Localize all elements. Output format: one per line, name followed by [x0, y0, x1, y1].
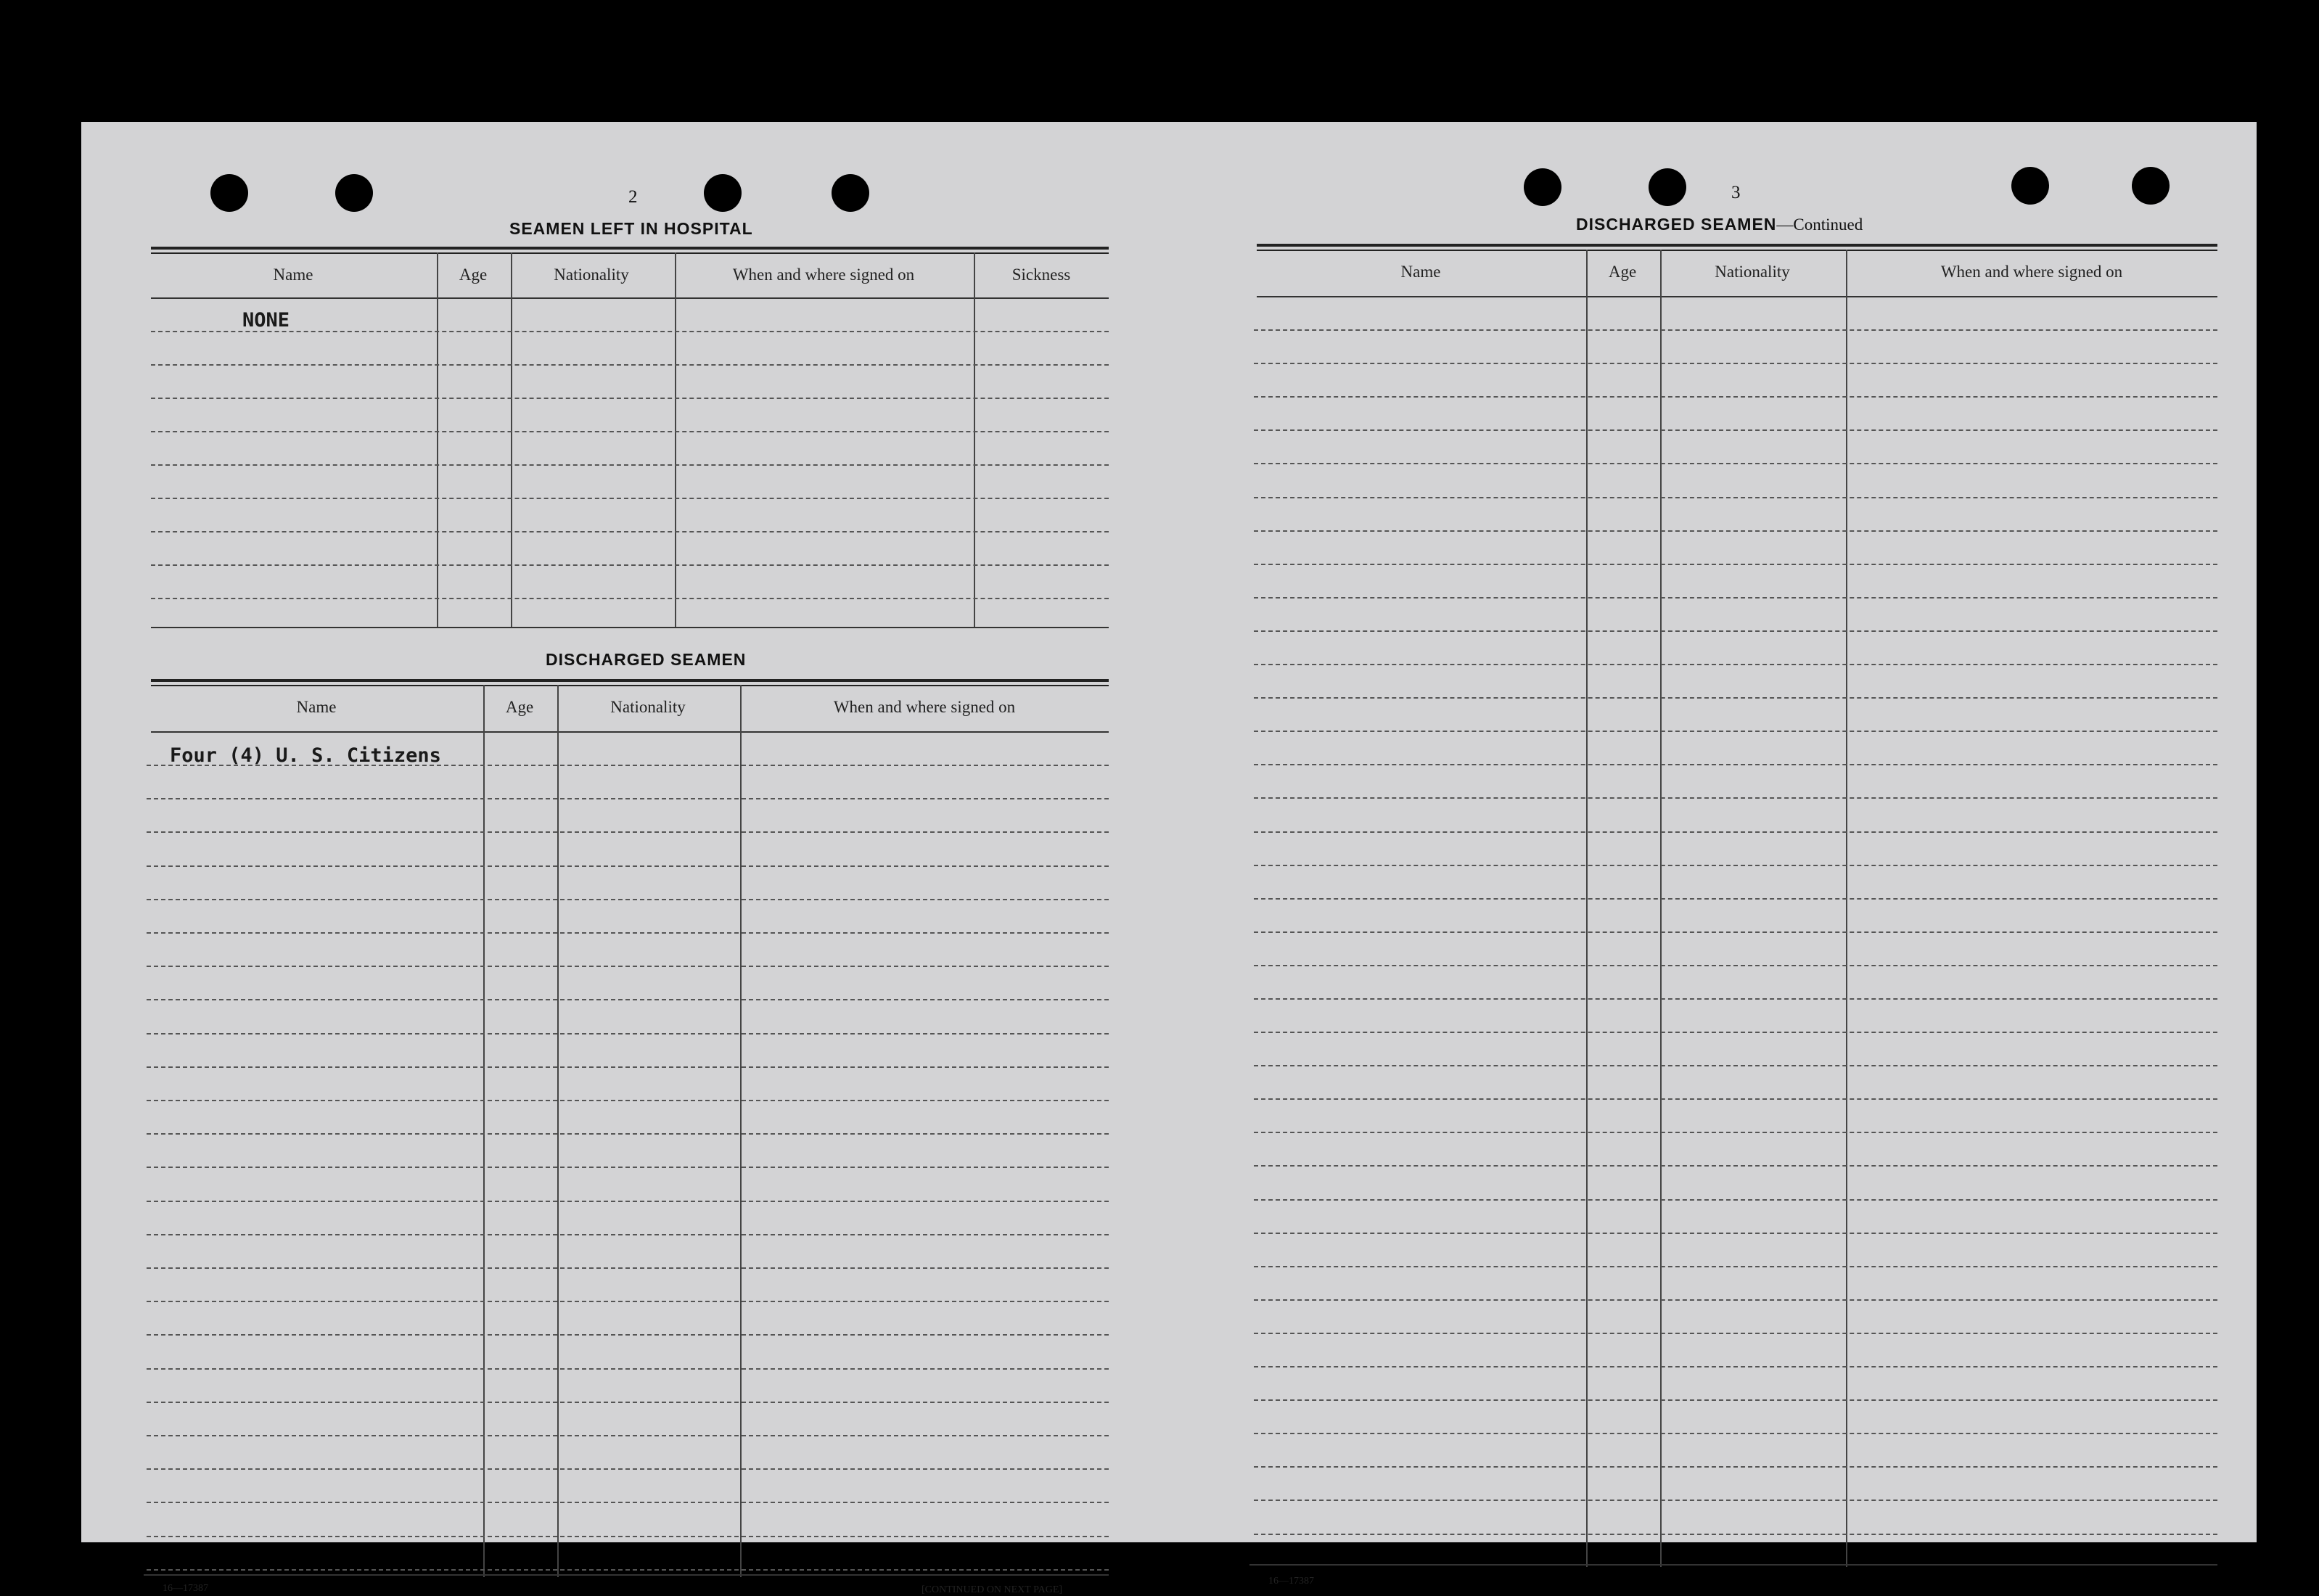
- hospital-col-age: Age: [459, 266, 488, 284]
- table-row: [1254, 530, 2217, 532]
- discharged-col-signed-on: When and where signed on: [833, 698, 1016, 716]
- table-row: [147, 1536, 1109, 1537]
- hospital-col-name: Name: [273, 266, 313, 284]
- discharged-col-age: Age: [505, 698, 534, 716]
- discharged-entry: Four (4) U. S. Citizens: [170, 744, 441, 767]
- table-row: [151, 464, 1109, 466]
- table-row: [1254, 1165, 2217, 1167]
- table-row: [147, 765, 1109, 766]
- table-row: [1254, 898, 2217, 900]
- left-page: [81, 122, 1170, 1595]
- table-row: [147, 1234, 1109, 1235]
- table-row: [147, 1100, 1109, 1101]
- table-row: [147, 1301, 1109, 1302]
- table-row: [1254, 1233, 2217, 1234]
- page-number: 3: [1731, 183, 1741, 202]
- table-row: [147, 1502, 1109, 1503]
- table-row: [151, 531, 1109, 532]
- table-row: [151, 498, 1109, 499]
- column-divider: [557, 685, 559, 1577]
- column-divider: [1660, 250, 1662, 1567]
- hospital-section-title: SEAMEN LEFT IN HOSPITAL: [509, 219, 753, 238]
- table-row: [147, 1066, 1109, 1068]
- discharged-header-rule: [151, 731, 1109, 733]
- table-row: [147, 831, 1109, 833]
- table-row: [1254, 731, 2217, 732]
- table-row: [147, 1569, 1109, 1571]
- table-row: [147, 932, 1109, 934]
- continued-col-age: Age: [1608, 263, 1637, 281]
- hospital-col-sickness: Sickness: [1011, 266, 1071, 284]
- table-row: [147, 1368, 1109, 1370]
- column-divider: [437, 252, 438, 628]
- discharged-section-title: DISCHARGED SEAMEN: [546, 650, 747, 669]
- table-row: [147, 1201, 1109, 1202]
- table-row: [1254, 329, 2217, 331]
- table-row: [147, 865, 1109, 867]
- continued-col-nationality: Nationality: [1715, 263, 1790, 281]
- table-row: [1254, 1098, 2217, 1100]
- hospital-col-signed-on: When and where signed on: [732, 266, 915, 284]
- table-row: [147, 1435, 1109, 1436]
- table-row: [1254, 865, 2217, 866]
- table-row: [147, 999, 1109, 1000]
- table-row: [151, 564, 1109, 566]
- hospital-header-rule: [151, 297, 1109, 299]
- right-page: [1170, 122, 2257, 1587]
- table-row: [147, 1033, 1109, 1034]
- column-divider: [1846, 250, 1847, 1567]
- column-divider: [511, 252, 512, 628]
- column-divider: [1586, 250, 1588, 1567]
- table-row: [1254, 931, 2217, 933]
- table-row: [1254, 1366, 2217, 1367]
- hospital-entry: NONE: [242, 309, 290, 332]
- continued-col-name: Name: [1400, 263, 1441, 281]
- table-row: [1254, 965, 2217, 966]
- table-row: [151, 598, 1109, 599]
- column-divider: [740, 685, 742, 1577]
- table-row: [1254, 998, 2217, 1000]
- table-row: [1254, 1199, 2217, 1201]
- continued-col-signed-on: When and where signed on: [1940, 263, 2123, 281]
- continued-bottom-rule: [1249, 1564, 2217, 1566]
- table-row: [147, 899, 1109, 900]
- table-row: [1254, 1333, 2217, 1334]
- table-row: [1254, 1399, 2217, 1401]
- table-row: [1254, 564, 2217, 565]
- table-row: [1254, 1433, 2217, 1434]
- column-divider: [974, 252, 975, 628]
- table-row: [1254, 396, 2217, 398]
- column-divider: [483, 685, 485, 1577]
- continued-header-rule: [1257, 296, 2217, 297]
- form-number: 16—17387: [163, 1583, 208, 1594]
- table-row: [147, 1402, 1109, 1403]
- table-row: [1254, 363, 2217, 364]
- table-row: [1254, 797, 2217, 799]
- table-row: [147, 1468, 1109, 1470]
- table-row: [1254, 1032, 2217, 1033]
- table-row: [1254, 497, 2217, 498]
- hospital-col-nationality: Nationality: [554, 266, 629, 284]
- table-row: [147, 1167, 1109, 1168]
- discharged-col-nationality: Nationality: [610, 698, 686, 716]
- table-row: [1254, 831, 2217, 833]
- discharged-bottom-rule: [144, 1574, 1109, 1576]
- table-row: [151, 398, 1109, 399]
- table-row: [1254, 1132, 2217, 1133]
- table-row: [1254, 1534, 2217, 1535]
- continued-top-rule: [1257, 244, 2217, 251]
- continued-note: [CONTINUED ON NEXT PAGE]: [922, 1584, 1063, 1595]
- discharged-continued-title-main: DISCHARGED SEAMEN: [1576, 215, 1777, 234]
- form-number: 16—17387: [1268, 1576, 1314, 1587]
- table-row: [147, 798, 1109, 799]
- table-row: [1254, 1500, 2217, 1501]
- table-row: [147, 1334, 1109, 1336]
- hospital-bottom-rule: [151, 627, 1109, 628]
- discharged-col-name: Name: [296, 698, 337, 716]
- discharged-continued-title: [1576, 215, 1863, 234]
- table-row: [1254, 764, 2217, 765]
- table-row: [147, 1133, 1109, 1135]
- table-row: [151, 431, 1109, 432]
- discharged-continued-suffix: —Continued: [1776, 215, 1863, 234]
- table-row: [1254, 1466, 2217, 1468]
- table-row: [147, 1267, 1109, 1269]
- table-row: [1254, 597, 2217, 598]
- column-divider: [675, 252, 676, 628]
- table-row: [1254, 463, 2217, 464]
- table-row: [1254, 630, 2217, 632]
- table-row: [147, 966, 1109, 967]
- page-number: 2: [628, 187, 638, 207]
- table-row: [1254, 1299, 2217, 1301]
- hospital-top-rule: [151, 247, 1109, 254]
- table-row: [1254, 664, 2217, 665]
- table-row: [1254, 1266, 2217, 1267]
- table-row: [1254, 429, 2217, 431]
- discharged-top-rule: [151, 679, 1109, 686]
- table-row: [1254, 697, 2217, 699]
- table-row: [151, 364, 1109, 366]
- table-row: [151, 331, 1109, 332]
- document-sheet: [81, 122, 2257, 1595]
- table-row: [1254, 1065, 2217, 1066]
